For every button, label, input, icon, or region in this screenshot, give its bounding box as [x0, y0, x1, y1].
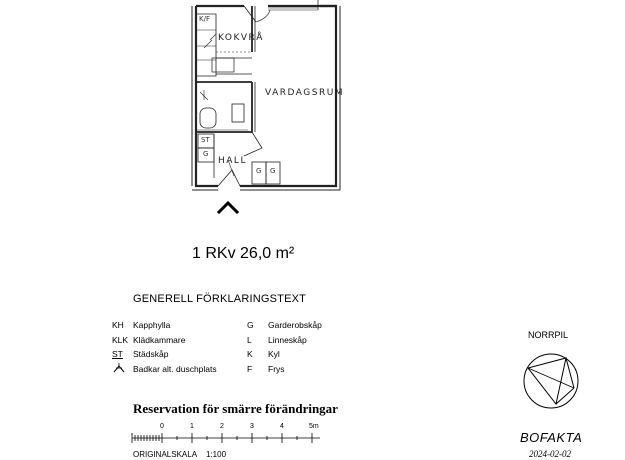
- compass-label: NORRPIL: [528, 330, 569, 340]
- brand-date: 2024-02-02: [529, 449, 571, 459]
- fixture-cleaning-cabinet: ST: [201, 136, 210, 144]
- legend-label: Badkar alt. duschplats: [133, 364, 217, 374]
- legend-label: Städskåp: [133, 349, 169, 359]
- chevron-up-icon: [219, 203, 237, 212]
- scale-ratio: 1:100: [206, 450, 227, 459]
- room-label-kitchen: KOKVRÅ: [218, 33, 264, 43]
- legend-code: G: [247, 320, 254, 330]
- legend-code: ST: [112, 349, 123, 359]
- scale-caption: ORIGINALSKALA: [133, 450, 198, 459]
- legend-code: K: [247, 349, 253, 359]
- fixture-wardrobe-hall: G: [203, 150, 209, 158]
- legend-code: KLK: [112, 335, 129, 345]
- scale-tick-label: 1: [190, 423, 194, 430]
- legend-label: Kyl: [268, 349, 280, 359]
- fixture-wardrobe-1: G: [256, 167, 262, 175]
- scale-bar: [128, 428, 328, 446]
- legend-label: Kapphylla: [133, 320, 171, 330]
- legend-code: L: [247, 335, 252, 345]
- legend-code: F: [247, 364, 253, 374]
- room-label-hall: HALL: [218, 156, 247, 166]
- legend-label: Klädkammare: [133, 335, 186, 345]
- compass-north-arrow-icon: [522, 352, 580, 410]
- fixture-fridge-freezer: K/F: [199, 15, 210, 23]
- legend-code: KH: [112, 320, 124, 330]
- scale-tick-label: 2: [220, 423, 224, 430]
- legend-heading: GENERELL FÖRKLARINGSTEXT: [133, 293, 307, 305]
- legend-label: Garderobskåp: [268, 320, 322, 330]
- shower-icon: [113, 363, 125, 373]
- room-label-living: VARDAGSRUM: [265, 88, 345, 98]
- scale-tick-label: 5m: [309, 423, 319, 430]
- brand-name: BOFAKTA: [520, 430, 583, 445]
- fixture-wardrobe-2: G: [270, 167, 276, 175]
- legend-label: Frys: [268, 364, 285, 374]
- reservation-note: Reservation för smärre förändringar: [133, 401, 338, 416]
- scale-tick-label: 3: [250, 423, 254, 430]
- scale-tick-label: 0: [160, 423, 164, 430]
- apartment-title: 1 RKv 26,0 m²: [192, 245, 295, 262]
- legend-label: Linneskåp: [268, 335, 307, 345]
- scale-tick-label: 4: [280, 423, 284, 430]
